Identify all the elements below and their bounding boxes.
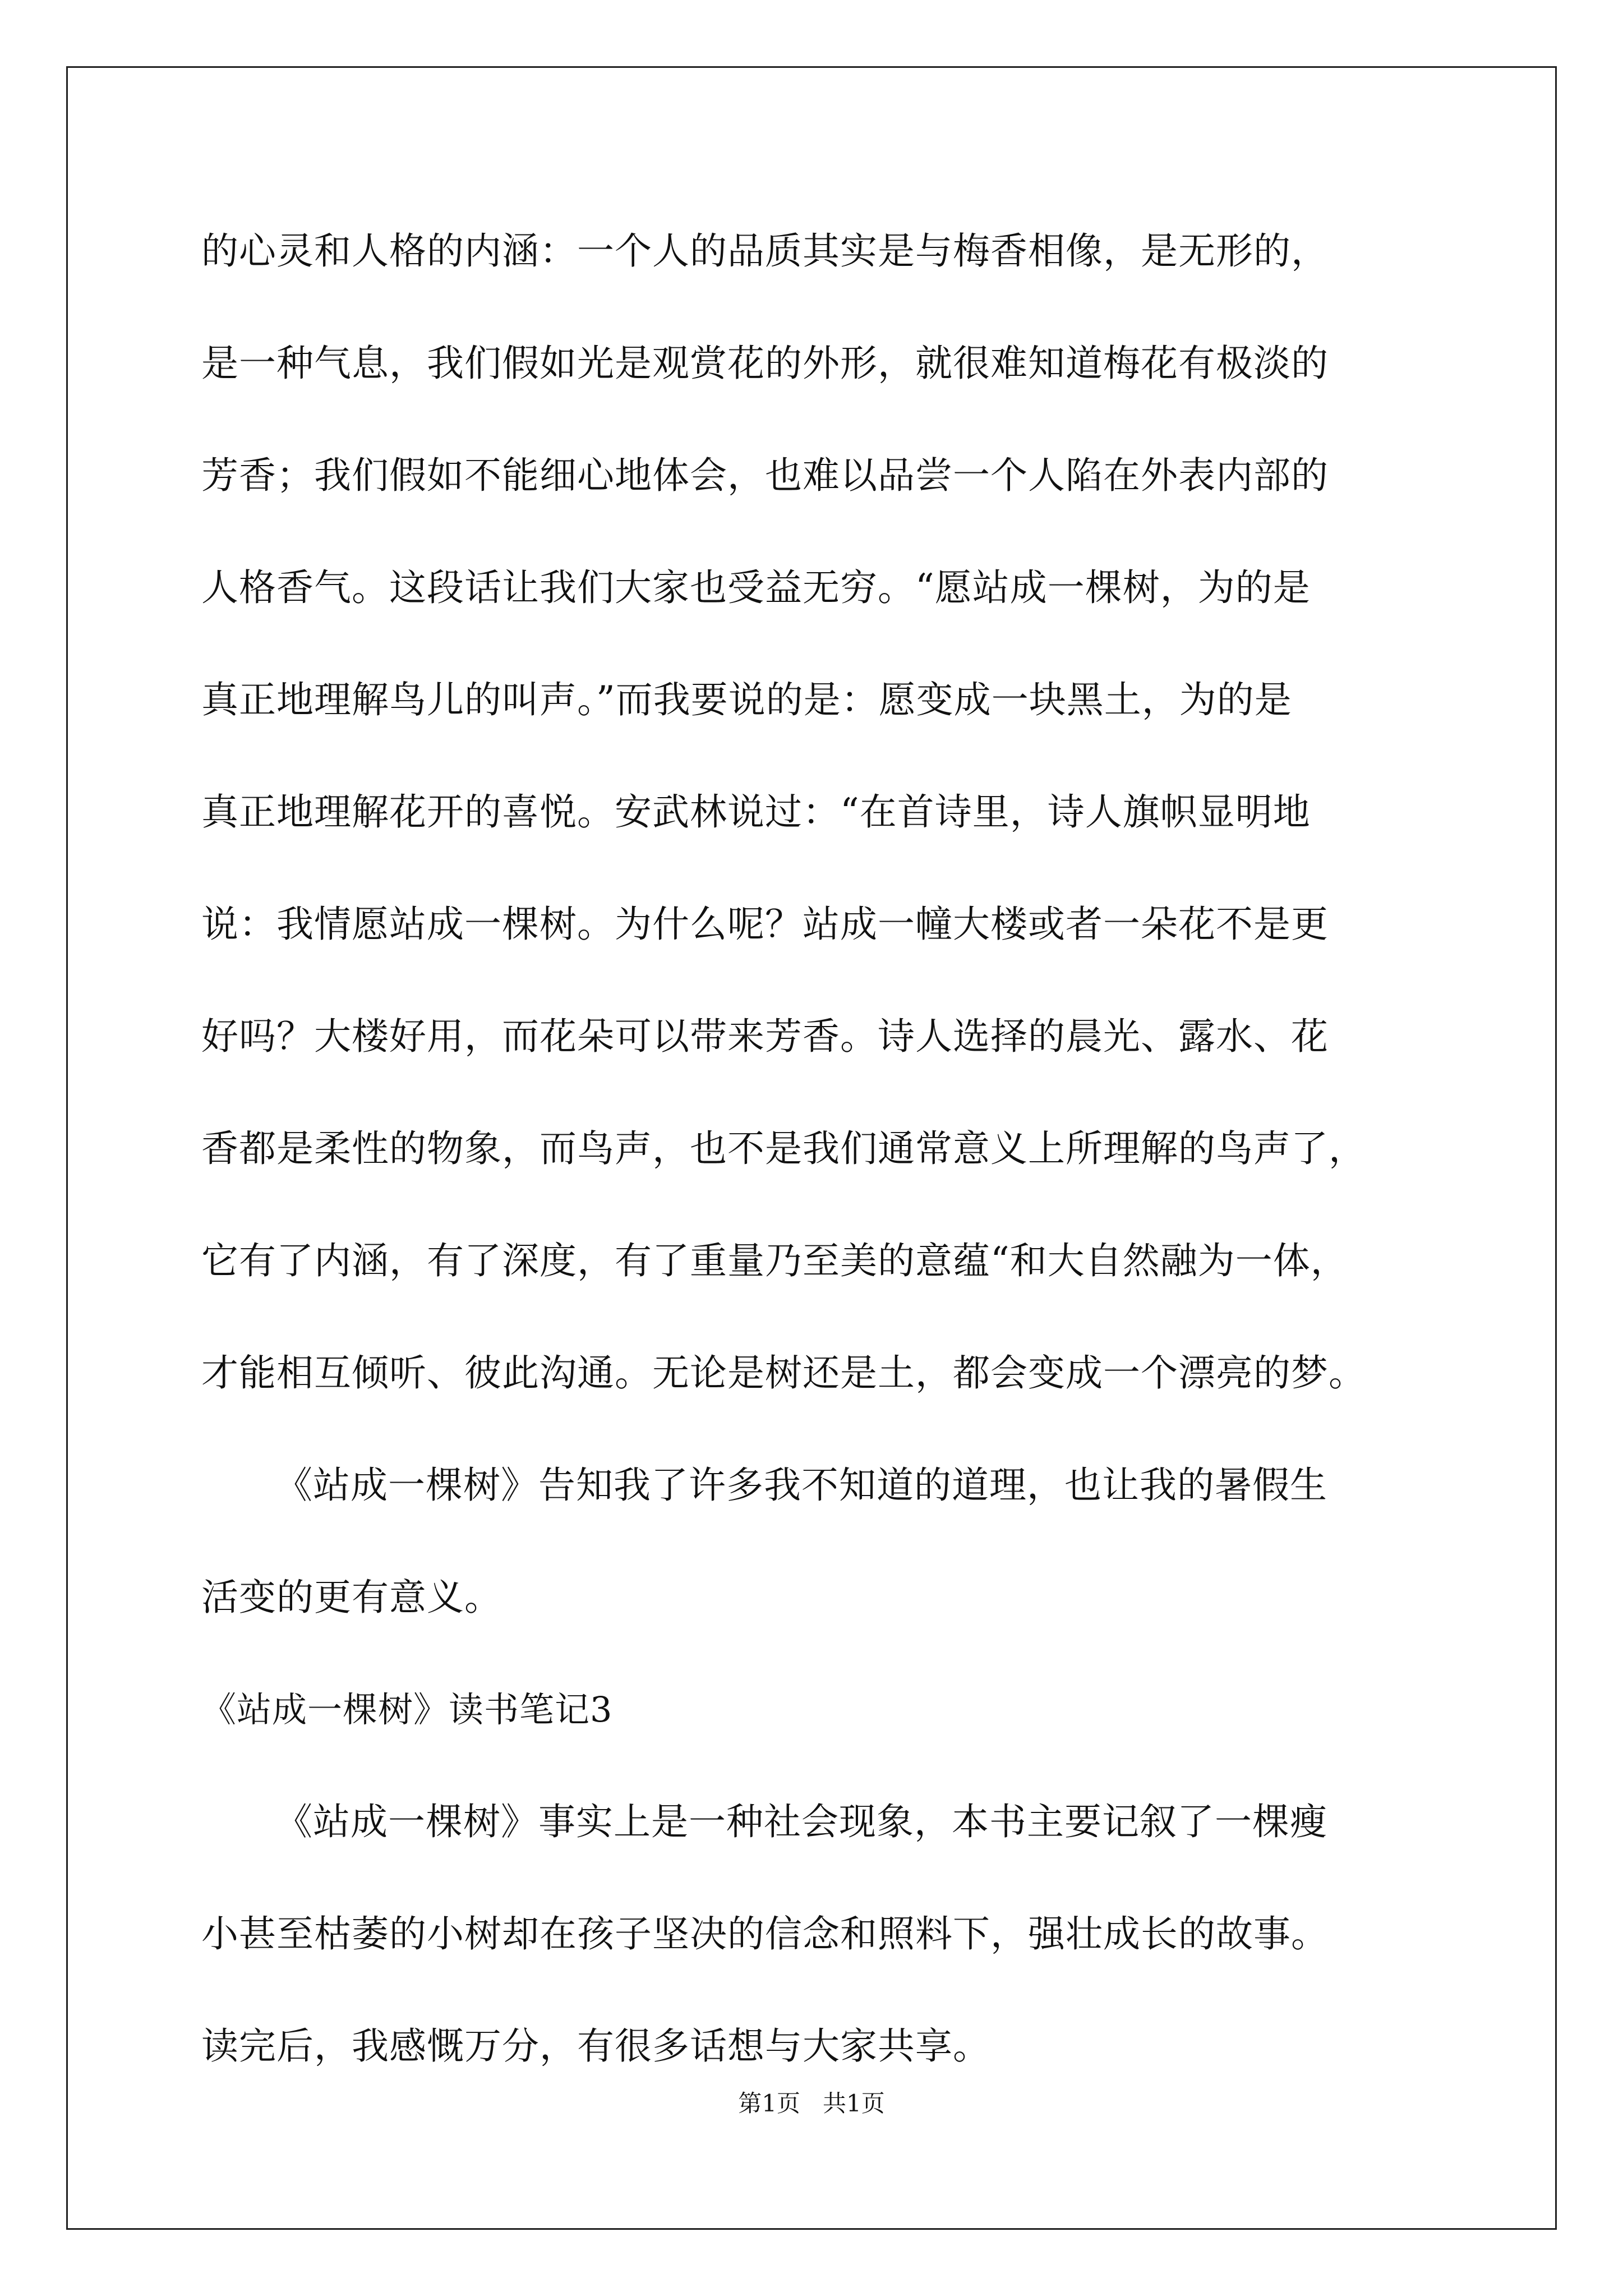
- document-body: [201, 195, 1435, 2102]
- paragraph-start-line: 《站成一棵树》告知我了许多我不知道的道理，也让我的暑假生: [275, 1464, 1327, 1507]
- text-line: 说：我情愿站成一棵树。为什么呢？站成一幢大楼或者一朵花不是更: [201, 903, 1329, 946]
- section-heading: 《站成一棵树》读书笔记3: [201, 1689, 613, 1730]
- text-line: 读完后，我感慨万分，有很多话想与大家共享。: [201, 2024, 990, 2068]
- paragraph-start-line: 《站成一棵树》事实上是一种社会现象，本书主要记叙了一棵瘦: [275, 1800, 1327, 1843]
- text-line: 好吗？大楼好用，而花朵可以带来芳香。诗人选择的晨光、露水、花: [201, 1015, 1329, 1058]
- text-line: 它有了内涵，有了深度，有了重量乃至美的意蕴“和大自然融为一体，: [201, 1239, 1348, 1282]
- text-line: 真正地理解花开的喜悦。安武林说过：“在首诗里，诗人旗帜显明地: [201, 790, 1311, 834]
- text-line: 才能相互倾听、彼此沟通。无论是树还是土，都会变成一个漂亮的梦。: [201, 1351, 1366, 1395]
- text-line: 的心灵和人格的内涵：一个人的品质其实是与梅香相像，是无形的，: [201, 229, 1329, 273]
- text-line: 活变的更有意义。: [201, 1576, 502, 1619]
- text-line: 香都是柔性的物象，而鸟声，也不是我们通常意义上所理解的鸟声了，: [201, 1127, 1366, 1170]
- text-line: 是一种气息，我们假如光是观赏花的外形，就很难知道梅花有极淡的: [201, 342, 1329, 385]
- page-number-footer: 第1页 共1页: [738, 2090, 885, 2117]
- text-line: 真正地理解鸟儿的叫声。”而我要说的是：愿变成一块黑土，为的是: [201, 678, 1292, 721]
- text-line: 人格香气。这段话让我们大家也受益无穷。“愿站成一棵树，为的是: [201, 566, 1311, 609]
- text-line: 小甚至枯萎的小树却在孩子坚决的信念和照料下，强壮成长的故事。: [201, 1912, 1329, 1955]
- text-line: 芳香；我们假如不能细心地体会，也难以品尝一个人陷在外表内部的: [201, 454, 1329, 497]
